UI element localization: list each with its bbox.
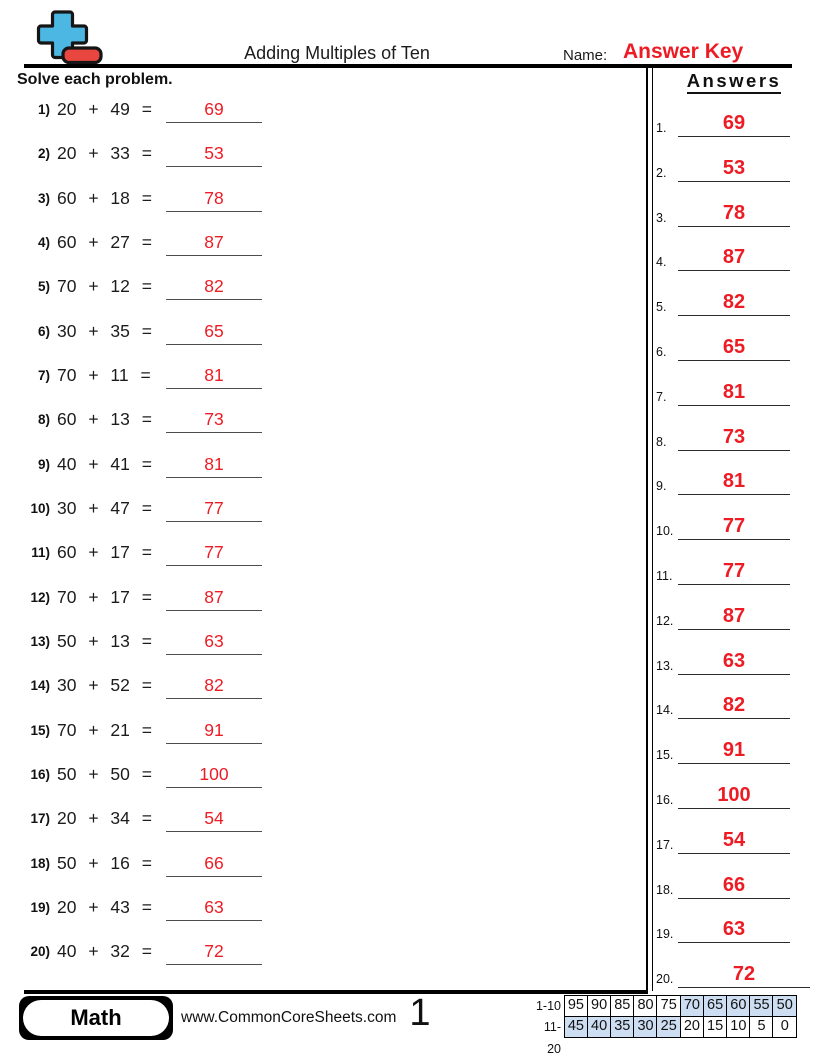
answer-item bbox=[656, 600, 790, 630]
answer-value: 87 bbox=[722, 246, 746, 268]
answer-line bbox=[678, 606, 790, 630]
problem-expression: 70 + 17 = bbox=[57, 587, 152, 607]
problem-expression: 30 + 35 = bbox=[57, 321, 152, 341]
problem-row bbox=[24, 760, 274, 788]
score-cell: 95 bbox=[564, 995, 589, 1017]
answer-number: 6. bbox=[656, 345, 667, 359]
answer-line bbox=[678, 292, 790, 316]
problem-number: 18) bbox=[30, 856, 50, 871]
answer-line bbox=[678, 561, 790, 585]
problem-row bbox=[24, 937, 274, 965]
problem-row bbox=[24, 361, 274, 389]
problem-answer: 77 bbox=[204, 498, 224, 518]
answer-value: 87 bbox=[722, 605, 746, 627]
score-cell: 35 bbox=[610, 1016, 635, 1038]
answer-value: 54 bbox=[722, 829, 746, 851]
problem-answer: 72 bbox=[204, 941, 224, 961]
answer-blank bbox=[166, 365, 262, 389]
answer-line bbox=[678, 695, 790, 719]
score-cell: 40 bbox=[587, 1016, 612, 1038]
answer-line bbox=[678, 785, 790, 809]
answer-line bbox=[678, 158, 790, 182]
answer-value: 73 bbox=[722, 426, 746, 448]
answer-value: 100 bbox=[717, 784, 751, 806]
problem-expression: 70 + 11 = bbox=[57, 365, 151, 385]
answer-value: 82 bbox=[722, 694, 746, 716]
score-reference-table bbox=[533, 995, 797, 1056]
score-row-label: 11-20 bbox=[543, 1019, 561, 1056]
problem-row bbox=[24, 583, 274, 611]
problem-row bbox=[24, 893, 274, 921]
score-cell: 65 bbox=[703, 995, 728, 1017]
answer-line bbox=[678, 919, 790, 943]
answer-line bbox=[678, 337, 790, 361]
answer-blank bbox=[166, 897, 262, 921]
problem-row bbox=[24, 716, 274, 744]
problem-row bbox=[24, 184, 274, 212]
answer-number: 11. bbox=[656, 569, 673, 583]
answer-item bbox=[656, 555, 790, 585]
problem-number: 10) bbox=[30, 501, 50, 516]
answer-item bbox=[656, 465, 790, 495]
answer-line bbox=[678, 382, 790, 406]
answer-item bbox=[656, 734, 790, 764]
problem-number: 3) bbox=[37, 191, 50, 206]
answer-blank bbox=[166, 321, 262, 345]
problem-number: 14) bbox=[30, 678, 50, 693]
answer-number: 4. bbox=[656, 255, 667, 269]
answer-item bbox=[656, 510, 790, 540]
name-value-answer-key: Answer Key bbox=[623, 40, 744, 63]
score-cell: 70 bbox=[680, 995, 705, 1017]
problem-answer: 81 bbox=[204, 365, 224, 385]
answer-number: 8. bbox=[656, 435, 667, 449]
answer-number: 18. bbox=[656, 883, 674, 897]
answer-blank bbox=[166, 631, 262, 655]
answer-item bbox=[656, 152, 790, 182]
problem-number: 11) bbox=[31, 545, 50, 560]
problem-answer: 78 bbox=[204, 188, 224, 208]
problem-answer: 82 bbox=[204, 675, 224, 695]
problem-row bbox=[24, 317, 274, 345]
page-number: 1 bbox=[409, 992, 431, 1034]
score-cell: 50 bbox=[772, 995, 797, 1017]
problem-answer: 81 bbox=[204, 454, 224, 474]
score-cell: 5 bbox=[749, 1016, 774, 1038]
problem-expression: 60 + 27 = bbox=[57, 232, 152, 252]
answer-blank bbox=[166, 276, 262, 300]
answer-blank bbox=[166, 720, 262, 744]
answer-blank bbox=[166, 808, 262, 832]
problem-row bbox=[24, 849, 274, 877]
answer-blank bbox=[166, 542, 262, 566]
problem-answer: 91 bbox=[204, 720, 224, 740]
problem-number: 20) bbox=[30, 944, 50, 959]
answer-item bbox=[656, 421, 790, 451]
score-cell: 15 bbox=[703, 1016, 728, 1038]
answer-value: 91 bbox=[722, 739, 746, 761]
problem-answer: 53 bbox=[204, 143, 224, 163]
problem-row bbox=[24, 450, 274, 478]
answer-item bbox=[656, 779, 790, 809]
answer-blank bbox=[166, 498, 262, 522]
answer-number: 20. bbox=[656, 972, 674, 986]
answer-blank bbox=[166, 675, 262, 699]
answer-value: 82 bbox=[722, 291, 746, 313]
answer-blank bbox=[166, 587, 262, 611]
answer-line bbox=[678, 740, 790, 764]
answer-blank bbox=[166, 764, 262, 788]
problem-expression: 60 + 17 = bbox=[57, 542, 152, 562]
problem-number: 5) bbox=[37, 279, 50, 294]
answer-value: 77 bbox=[722, 515, 746, 537]
answer-line bbox=[678, 427, 790, 451]
score-cell: 75 bbox=[656, 995, 681, 1017]
problem-number: 17) bbox=[30, 811, 50, 826]
answer-item bbox=[656, 645, 790, 675]
answer-value: 66 bbox=[722, 874, 746, 896]
score-cell: 55 bbox=[749, 995, 774, 1017]
problem-row bbox=[24, 228, 274, 256]
score-cell: 80 bbox=[633, 995, 658, 1017]
problem-answer: 69 bbox=[204, 99, 224, 119]
answer-item bbox=[656, 824, 790, 854]
problem-number: 13) bbox=[30, 634, 50, 649]
answer-value: 72 bbox=[732, 963, 756, 985]
problem-expression: 50 + 13 = bbox=[57, 631, 152, 651]
page-title: Adding Multiples of Ten bbox=[244, 43, 430, 63]
answer-value: 81 bbox=[722, 470, 746, 492]
answer-value: 81 bbox=[722, 381, 746, 403]
score-cell: 90 bbox=[587, 995, 612, 1017]
answer-number: 13. bbox=[656, 659, 674, 673]
answer-item bbox=[656, 689, 790, 719]
answer-value: 53 bbox=[722, 157, 746, 179]
instruction-text: Solve each problem. bbox=[17, 71, 173, 88]
problem-expression: 20 + 49 = bbox=[57, 99, 152, 119]
answer-blank bbox=[166, 99, 262, 123]
problem-expression: 50 + 16 = bbox=[57, 853, 152, 873]
problem-answer: 87 bbox=[204, 587, 224, 607]
problem-number: 19) bbox=[30, 900, 50, 915]
problem-expression: 60 + 18 = bbox=[57, 188, 152, 208]
problem-expression: 50 + 50 = bbox=[57, 764, 152, 784]
answer-item bbox=[656, 197, 790, 227]
score-cell: 25 bbox=[656, 1016, 681, 1038]
score-cell: 20 bbox=[680, 1016, 705, 1038]
problem-answer: 54 bbox=[204, 808, 224, 828]
problem-number: 4) bbox=[37, 235, 50, 250]
score-cell: 85 bbox=[610, 995, 635, 1017]
problem-expression: 40 + 41 = bbox=[57, 454, 152, 474]
answer-number: 1. bbox=[656, 121, 667, 135]
problem-row bbox=[24, 494, 274, 522]
answer-blank bbox=[166, 853, 262, 877]
answer-line bbox=[678, 651, 790, 675]
answer-blank bbox=[166, 409, 262, 433]
answer-number: 15. bbox=[656, 748, 674, 762]
problem-expression: 70 + 21 = bbox=[57, 720, 152, 740]
problem-row bbox=[24, 538, 274, 566]
score-cell: 45 bbox=[564, 1016, 589, 1038]
problem-expression: 20 + 33 = bbox=[57, 143, 152, 163]
score-row-label: 1-10 bbox=[535, 999, 561, 1013]
answer-blank bbox=[166, 188, 262, 212]
answer-value: 69 bbox=[722, 112, 746, 134]
problem-answer: 65 bbox=[204, 321, 224, 341]
problem-number: 8) bbox=[37, 412, 50, 427]
answer-item bbox=[656, 107, 790, 137]
answer-number: 5. bbox=[656, 300, 667, 314]
answer-value: 63 bbox=[722, 918, 746, 940]
problem-answer: 63 bbox=[204, 631, 224, 651]
answers-heading: Answers bbox=[666, 70, 802, 92]
problem-number: 12) bbox=[30, 590, 50, 605]
problem-answer: 82 bbox=[204, 276, 224, 296]
problem-number: 6) bbox=[37, 324, 50, 339]
answer-number: 2. bbox=[656, 166, 667, 180]
problem-row bbox=[24, 95, 274, 123]
score-row bbox=[533, 995, 797, 1017]
problem-answer: 87 bbox=[204, 232, 224, 252]
answer-blank bbox=[166, 143, 262, 167]
problem-row bbox=[24, 627, 274, 655]
answer-value: 65 bbox=[722, 336, 746, 358]
footer-divider bbox=[24, 990, 648, 994]
problem-row bbox=[24, 272, 274, 300]
problem-answer: 73 bbox=[204, 409, 224, 429]
website-url: www.CommonCoreSheets.com bbox=[181, 1009, 397, 1026]
header-divider bbox=[24, 64, 792, 68]
answer-blank bbox=[166, 941, 262, 965]
answer-item bbox=[656, 869, 790, 899]
problem-answer: 77 bbox=[204, 542, 224, 562]
answer-line bbox=[678, 516, 790, 540]
answer-line bbox=[678, 875, 790, 899]
answer-number: 7. bbox=[656, 390, 667, 404]
answer-number: 17. bbox=[656, 838, 674, 852]
answer-item bbox=[656, 376, 790, 406]
problem-expression: 20 + 43 = bbox=[57, 897, 152, 917]
problem-answer: 100 bbox=[199, 764, 229, 784]
problem-number: 1) bbox=[37, 102, 50, 117]
answer-value: 63 bbox=[722, 650, 746, 672]
subject-badge bbox=[19, 996, 173, 1040]
answer-blank bbox=[166, 232, 262, 256]
problem-expression: 30 + 47 = bbox=[57, 498, 152, 518]
answer-line bbox=[678, 471, 790, 495]
answer-number: 14. bbox=[656, 703, 674, 717]
problem-row bbox=[24, 139, 274, 167]
score-cell: 0 bbox=[772, 1016, 797, 1038]
problem-expression: 20 + 34 = bbox=[57, 808, 152, 828]
score-row bbox=[533, 1016, 797, 1056]
problem-number: 9) bbox=[37, 457, 50, 472]
answer-value: 78 bbox=[722, 202, 746, 224]
answer-line bbox=[678, 964, 810, 988]
answer-blank bbox=[166, 454, 262, 478]
problem-row bbox=[24, 405, 274, 433]
answer-number: 16. bbox=[656, 793, 674, 807]
answer-number: 9. bbox=[656, 479, 667, 493]
answers-divider bbox=[646, 66, 653, 991]
problem-number: 15) bbox=[30, 723, 50, 738]
name-label: Name: bbox=[563, 47, 608, 64]
answer-line bbox=[678, 247, 790, 271]
answer-line bbox=[678, 113, 790, 137]
answer-number: 3. bbox=[656, 211, 667, 225]
answer-number: 10. bbox=[656, 524, 674, 538]
problem-number: 2) bbox=[37, 146, 50, 161]
score-cell: 60 bbox=[726, 995, 751, 1017]
answer-item bbox=[656, 241, 790, 271]
answer-item bbox=[656, 331, 790, 361]
problem-row bbox=[24, 671, 274, 699]
problem-row bbox=[24, 804, 274, 832]
subject-badge-label: Math bbox=[23, 1000, 169, 1036]
plus-minus-icon bbox=[36, 9, 106, 71]
answer-item bbox=[656, 286, 790, 316]
score-cell: 30 bbox=[633, 1016, 658, 1038]
answer-item bbox=[656, 913, 790, 943]
answer-line bbox=[678, 830, 790, 854]
problem-number: 7) bbox=[37, 368, 50, 383]
score-cell: 10 bbox=[726, 1016, 751, 1038]
problem-number: 16) bbox=[30, 767, 50, 782]
problem-expression: 70 + 12 = bbox=[57, 276, 152, 296]
answer-value: 77 bbox=[722, 560, 746, 582]
problem-expression: 60 + 13 = bbox=[57, 409, 152, 429]
answer-number: 19. bbox=[656, 927, 674, 941]
problem-answer: 66 bbox=[204, 853, 224, 873]
problem-expression: 40 + 32 = bbox=[57, 941, 152, 961]
answer-item bbox=[656, 958, 810, 988]
problem-answer: 63 bbox=[204, 897, 224, 917]
answer-line bbox=[678, 203, 790, 227]
problem-expression: 30 + 52 = bbox=[57, 675, 152, 695]
answer-number: 12. bbox=[656, 614, 674, 628]
